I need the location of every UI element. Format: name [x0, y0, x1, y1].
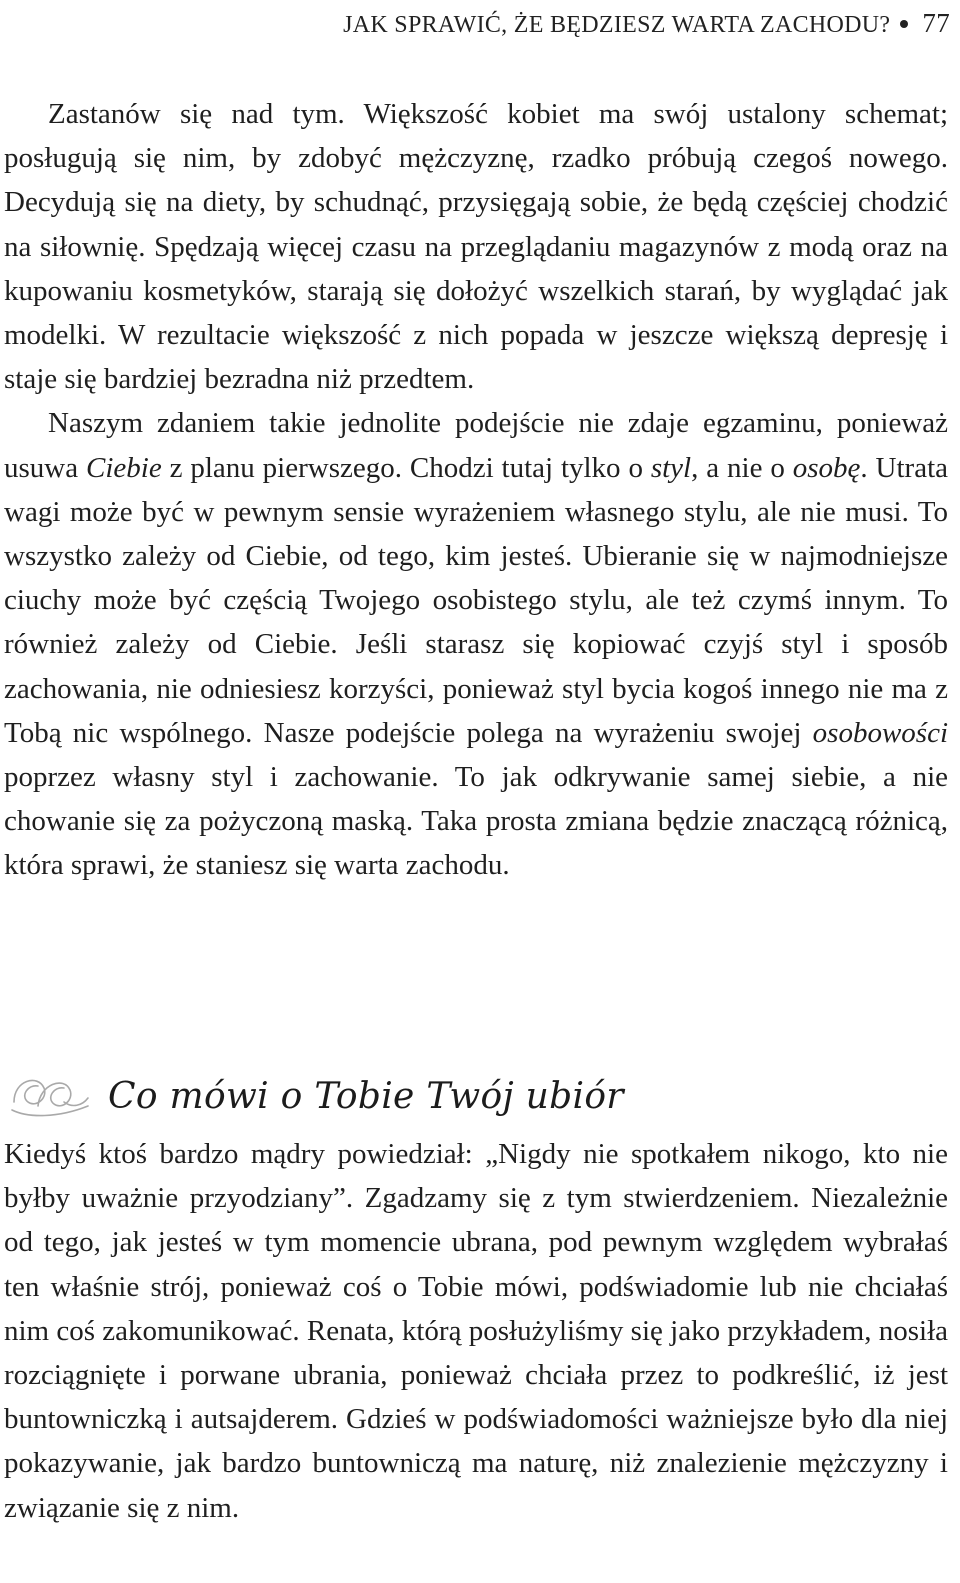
running-header: [343, 8, 950, 39]
running-title: JAK SPRAWIĆ, ŻE BĘDZIESZ WARTA ZACHODU?: [343, 12, 891, 38]
emphasis-osobowosci: osobowości: [812, 716, 948, 749]
paragraph-2-part-3: , a nie o: [691, 451, 793, 484]
bullet-icon: [900, 20, 908, 28]
paragraph-1: Zastanów się nad tym. Większość kobiet ma swój ustalony schemat; posługują się nim, by zdobyć mężczyznę, rzadko próbują czegoś nowego. Decydują się na diety, by schudnąć, przysięgają sobie, że będą częściej chodzić na siłownię. Spędzają więcej czasu na przeglądaniu magazynów z modą oraz na kupowaniu kosmetyków, starają się dołożyć wszelkich starań, by wyglądać jak modelki. W rezultacie większość z nich popada w jeszcze większą depresję i staje się bardziej bezradna niż przedtem.: [4, 98, 948, 396]
paragraph-2-part-4: . Utrata wagi może być w pewnym sensie wyrażeniem własnego stylu, ale nie musi. To wszystko zależy od Ciebie, od tego, kim jesteś. Ubieranie się w najmodniejsze ciuchy może być częścią Twojego osobistego stylu, ale też czymś innym. To również zależy od Ciebie. Jeśli starasz się kopiować czyjś styl i sposób zachowania, nie odniesiesz korzyści, ponieważ styl bycia kogoś innego nie ma z Tobą nic wspólnego. Nasze podejście polega na wyrażeniu swojej: [4, 451, 949, 749]
paragraph-2-part-5: poprzez własny styl i zachowanie. To jak odkrywanie samej siebie, a nie chowanie się za pożyczoną maską. Taka prosta zmiana będzie znaczącą różnicą, która sprawi, że staniesz się warta zachodu.: [4, 761, 948, 882]
emphasis-osobe: osobę: [792, 451, 861, 484]
paragraph-2-part-2: z planu pierwszego. Chodzi tutaj tylko o: [161, 451, 651, 484]
text-block-lower: [4, 1132, 948, 1530]
page-number: 77: [922, 8, 950, 38]
paragraph-3: Kiedyś ktoś bardzo mądry powiedział: „Nigdy nie spotkałem nikogo, kto nie byłby uważnie przyodziany”. Zgadzamy się z tym stwierdzeniem. Niezależnie od tego, jak jesteś w tym momencie ubrana, pod pewnym względem wybrałaś ten właśnie strój, ponieważ coś o Tobie mówi, podświadomie lub nie chciałaś nim coś zakomunikować. Renata, którą posłużyliśmy się jako przykładem, nosiła rozciągnięte i porwane ubrania, ponieważ chciała przez to podkreślić, iż jest buntowniczką i autsajderem. Gdzieś w podświadomości ważniejsze było dla niej pokazywanie, jak bardzo buntowniczą ma naturę, niż znalezienie mężczyzny i związanie się z nim.: [4, 1138, 948, 1524]
section-title: Co mówi o Tobie Twój ubiór: [108, 1075, 624, 1117]
emphasis-ciebie: Ciebie: [86, 451, 162, 484]
text-block-upper: [4, 92, 948, 888]
paragraph-2: [4, 401, 948, 887]
paragraph-2-part-1: Naszym zdaniem takie jednolite podejście nie zdaje egzaminu, ponieważ usuwa: [4, 407, 948, 484]
emphasis-styl: styl: [650, 451, 692, 484]
section-heading: [8, 1057, 624, 1127]
flourish-ornament-icon: [8, 1062, 92, 1122]
